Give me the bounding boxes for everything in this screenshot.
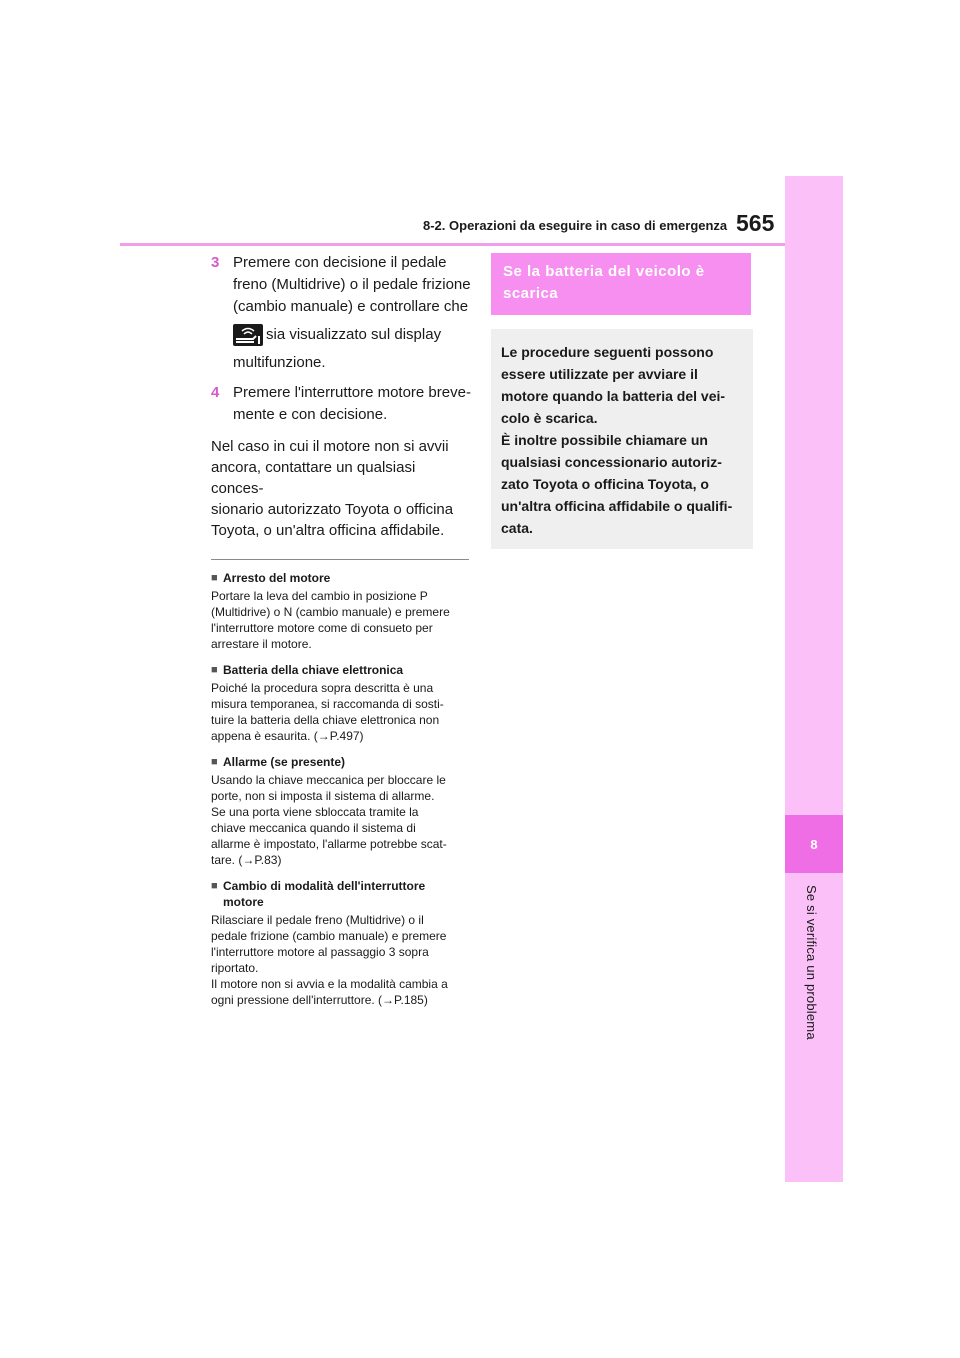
step-line: multifunzione.: [233, 354, 326, 372]
right-column: [491, 253, 753, 549]
step-number: 3: [211, 254, 220, 271]
note-allarme: [211, 754, 471, 868]
heading-line: scarica: [503, 285, 559, 302]
paragraph-line: Nel caso in cui il motore non si avvii: [211, 438, 449, 456]
notes-divider: [211, 559, 469, 560]
step-line: mente e con decisione.: [233, 406, 388, 424]
note-batteria-chiave: [211, 662, 471, 744]
left-column: [211, 252, 471, 1008]
step-line: Premere con decisione il pedale: [233, 254, 447, 271]
paragraph-line: sionario autorizzato Toyota o officina: [211, 501, 454, 519]
section-title: 8-2. Operazioni da eseguire in caso di emergenza: [423, 218, 728, 233]
note-body: Usando la chiave meccanica per bloccare le porte, non si imposta il sistema di allarme. Se una porta viene sbloccata tramite la chiave meccanica quando il sistema di allarme è impostato, l'allarme potrebbe scat- tare. (→P.83): [211, 773, 447, 868]
note-title: ■ Allarme (se presente): [211, 755, 346, 770]
step-line: (cambio manuale) e controllare che: [233, 298, 469, 315]
square-bullet-icon: ■: [211, 572, 218, 585]
note-body: Rilasciare il pedale freno (Multidrive) o il pedale frizione (cambio manuale) e premere l'interruttore motore al passaggio 3 sopra riportato. Il motore non si avvia e la modalità cambia a ogni pressione dell'interruttore. (→P.185): [211, 913, 448, 1008]
step-line: freno (Multidrive) o il pedale frizione: [233, 276, 471, 293]
note-body: Poiché la procedura sopra descritta è una misura temporanea, si raccomanda di sosti- tuire la batteria della chiave elettronica non appena è esaurita. (→P.497): [211, 681, 444, 744]
chapter-number-badge: 8: [785, 815, 843, 873]
step-line-with-icon: [233, 324, 471, 346]
square-bullet-icon: ■: [211, 756, 218, 769]
note-body: Portare la leva del cambio in posizione P (Multidrive) o N (cambio manuale) e premere l'interruttore motore come di consueto per arrestare il motore.: [211, 589, 450, 652]
note-title: ■ Batteria della chiave elettronica: [211, 663, 404, 678]
display-indicator-icon: [233, 324, 263, 346]
step-line: Premere l'interruttore motore breve-: [233, 384, 471, 402]
body-paragraph: [211, 436, 471, 541]
note-title: ■ Cambio di modalità dell'interruttore motore: [211, 879, 426, 910]
step-number: 4: [211, 384, 220, 402]
note-title: ■ Arresto del motore: [211, 571, 331, 586]
step-3: [211, 252, 471, 374]
square-bullet-icon: ■: [211, 664, 218, 677]
header-divider: [120, 243, 785, 246]
note-cambio-modalita: [211, 878, 471, 1008]
heading-line: Se la batteria del veicolo è: [503, 263, 705, 280]
chapter-title-vertical: Se si verifica un problema: [804, 885, 819, 1040]
summary-box: Le procedure seguenti possono essere utilizzate per avviare il motore quando la batteria del vei- colo è scarica. È inoltre possibile chiamare un qualsiasi concessionario autoriz- zato Toyota o officina Toyota, o un'altra officina affidabile o qualifi- cata.: [491, 329, 753, 549]
square-bullet-icon: ■: [211, 880, 218, 893]
section-heading-box: [491, 253, 751, 315]
paragraph-line: Toyota, o un'altra officina affidabile.: [211, 522, 445, 540]
step-line: sia visualizzato sul display: [266, 326, 442, 343]
paragraph-line: ancora, contattare un qualsiasi conces-: [211, 459, 416, 498]
step-4: [211, 382, 471, 426]
note-arresto-motore: [211, 570, 471, 652]
page-number: 565: [736, 210, 775, 236]
